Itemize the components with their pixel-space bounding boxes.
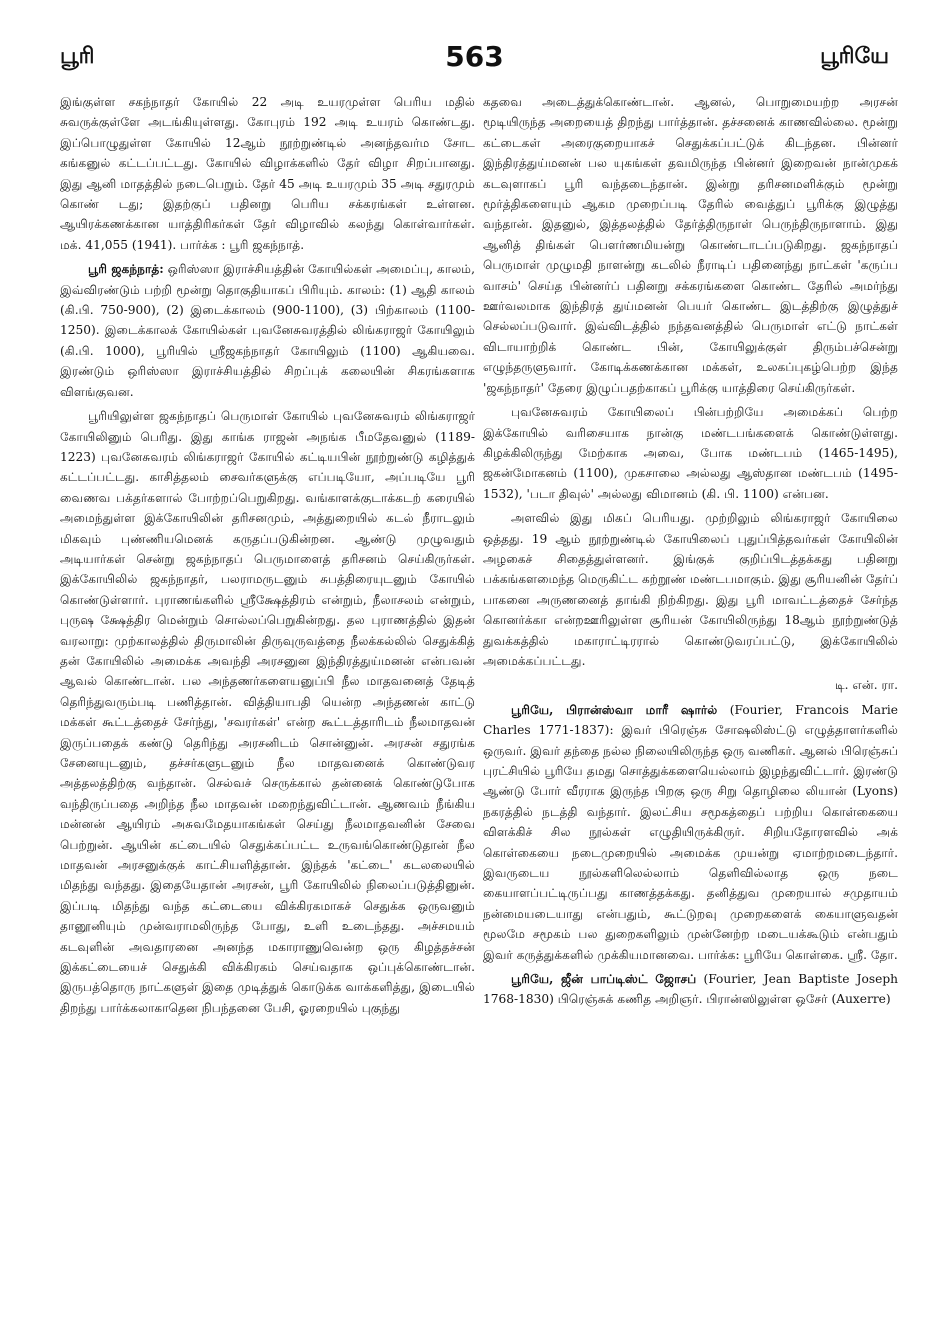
running-head-right: பூரியே — [820, 44, 889, 69]
author-signature — [483, 675, 898, 695]
entry-headword: பூரியே, ஜீன் பாப்டிஸ்ட் ஜோசப் — [511, 972, 697, 987]
paragraph-text: (Fourier, Jean Baptiste Joseph 1768-1830) பிரெஞ்சுக் கணித அறிஞர். பிரான்ஸிலுள்ள ஒசேர் (Auxerre) — [483, 972, 898, 1007]
paragraph-text: கதவை அடைத்துக்கொண்டான். ஆனல், பொறுமையற்ற அரசன் மூடியிருந்த அறையைத் திறந்து பார்த்தான். தச்சனைக் காணவில்லை. மூன்று கட்டைகள் அரைகுறையாகச் செதுக்கப்பட்டுக் கிடந்தன. பின்னர் இந்திரத்துய்மனன் பல யுகங்கள் தவமிருந்த பின்னர் இறைவன் நான்முகக் கடவுளாகப் பூரி வந்தடைந்தான். இன்று தரிசனமளிக்கும் மூன்று மூர்த்திகளையும் ஆகம முறைப்படி தேரில் வைத்துப் பூரிக்கு இழுத்து வந்தான். இதனுல், இத்தலத்தில் தேர்த்திருநாள் பெருந்திருநாளாம். இது ஆனித் திங்கள் பௌர்ணமியன்று கொண்டாடப்படுகிறது. ஜகந்நாதப் பெருமாள் முழுமதி நாளன்று கடலில் நீராடிப் பதினைந்து நாட்கள் 'கருப்ப வாசம்' செய்த பின்னர்ப் பதினறு சக்கரங்களை கொண்ட தேரில் அமர்ந்து ஊர்வலமாக இந்திரத் துய்மனன் பெயர் கொண்ட இடத்திற்கு இழுத்துச் செல்லப்படுவார். இவ்விடத்தில் நந்தவனத்தில் பெருமாள் எட்டு நாட்கள் விடாயாற்றிக் கொண்ட பின், கோயிலுக்குள் திரும்பச்சென்று எழுந்தருளுவார். கோடிக்கணக்கான மக்கள், உலகப்புகழ்பெற்ற இந்த 'ஜகந்நாதர்' தேரை இழுப்பதற்காகப் பூரிக்கு யாத்திரை செய்கிருர்கள். — [483, 95, 898, 395]
paragraph — [60, 92, 475, 255]
right-column — [483, 92, 898, 1014]
paragraph-text: பூரியிலுள்ள ஜகந்நாதப் பெருமாள் கோயில் புவனேசுவரம் லிங்கராஜர் கோயிலினும் பெரிது. இது காங்க ராஜன் அநங்க பீமதேவனுல் (1189-1223) புவனேசுவரம் லிங்கராஜர் கோயில் கட்டியபின் நூற்றுண்டு கழித்துக் கட்டப்பட்டது. காசித்தலம் சைவர்களுக்கு எப்படியோ, அப்படியே பூரி வைணவ பக்தர்களால் போற்றப்பெறுகிறது. வங்காளக்குடாக்கடற் கரையில் அமைந்துள்ள இக்கோயிலின் தரிசனமும், அத்துறையில் கடல் நீராடலும் மிகவும் புண்ணியமெனக் கருதப்படுகின்றன. ஆண்டு முழுவதும் அடியார்கள் சென்று ஜகந்நாதப் பெருமாளைத் தரிசனம் செய்கிருர்கள். இக்கோயிலில் ஜகந்நாதர், பலராமருடனும் சுபத்திரையுடனும் கோயில் கொண்டுள்ளார். புராணங்களில் ஸ்ரீக்ஷேத்திரம் என்றும், நீலாசலம் என்றும், புருஷ க்ஷேத்திர மென்றும் சொல்லப்பெறுகின்றது. தல புராணத்தில் இதன் வரலாறு: முற்காலத்தில் திருமாலின் திருவுருவத்தை நீலக்கல்லில் செதுக்கித் தன் கோயிலில் அமைக்க அவந்தி அரசனுன இந்திரத்துய்மனன் என்பவன் ஆவல் கொண்டான். பல அந்தணர்களையனுப்பி நீல மாதவனைத் தேடித் தெரிந்துவரும்படி பணித்தான். வித்தியாபதி யென்ற அந்தணன் காட்டு மக்கள் கூட்டத்தைச் சேர்ந்து, 'சவரர்கள்' என்ற கூட்டத்தாரிடம் நீலமாதவன் இருப்பதைக் கண்டு தெரிந்து அரசனிடம் சொன்னுன். அரசன் சதுரங்க சேனையுடனும், தச்சர்களுடனும் நீல மாதவனைக் கொண்டுவர அத்தலத்திற்கு வந்தான். செல்வச் செருக்கால் தன்னைக் கொண்டுபோக வந்திருப்பதை அறிந்த நீல மாதவன் மறைந்துவிட்டான். ஆணவம் நீங்கிய மன்னன் ஆயிரம் அசுவமேதயாகங்கள் செய்து நீலமாதவனின் சேவை பெற்றுன். ஆயின் கட்டையில் செதுக்கப்பட்ட உருவங்கொண்டுதான் நீல மாதவன் அரசனுக்குக் காட்சியளித்தான். இந்தக் 'கட்டை' கடலலையில் மிதந்து வந்தது. இதையேதான் அரசன், பூரி கோயிலில் நிலைப்படுத்தினுன். இப்படி மிதந்து வந்த கட்டையை விக்கிரகமாகச் செதுக்க ஒருவனும் தானூனியும் முன்வராமலிருந்த போது, உளி உடைந்தது. அச்சமயம் கடவுளின் அவதாரனை அனந்த மகாராணுவென்ற ஒரு கிழத்தச்சன் இக்கட்டையைச் செதுக்கி விக்கிரகம் செய்வதாக ஒப்புக்கொண்டான். இருபத்தொரு நாட்களுள் இதை முடித்துக் கொடுக்க வாக்களித்து, இடையில் திறந்து பார்க்கலாகாதென நிபந்தனை பேசி, ஓரறையில் புகுந்து — [60, 409, 475, 1015]
paragraph — [483, 92, 898, 398]
paragraph — [483, 402, 898, 504]
entry-headword: பூரி ஜகந்நாத்: — [88, 262, 164, 277]
page-header — [0, 40, 949, 84]
paragraph-text: புவனேசுவரம் கோயிலைப் பின்பற்றியே அமைக்கப் பெற்ற இக்கோயில் வரிசையாக நான்கு மண்டபங்களைக் கொண்டுள்ளது. கிழக்கிலிருந்து மேற்காக அவை, போக மண்டபம் (1465-1495), ஜகன்மோகனம் (1100), முகசாலை அல்லது ஆஸ்தான மண்டபம் (1495-1532), 'படா திவுல்' அல்லது விமானம் (கி. பி. 1100) என்பன. — [483, 405, 898, 501]
paragraph-text: இங்குள்ள சகந்நாதர் கோயில் 22 அடி உயரமுள்ள பெரிய மதில் சுவருக்குள்ளே அடங்கியுள்ளது. கோபுரம் 192 அடி உயரம் கொண்டது. இப்பொழுதுள்ள கோயில் 12ஆம் நூற்றுண்டில் அனந்தவர்ம சோட கங்கனுல் கட்டப்பட்டது. கோயில் விழாக்களில் தேர் விழா சிறப்பானது. இது ஆனி மாதத்தில் நடைபெறும். தேர் 45 அடி உயரமும் 35 அடி சதுரமும் கொண் டது; இதற்குப் பதினறு பெரிய சக்கரங்கள் உள்ளன. ஆயிரக்கணக்கான யாத்திரிகர்கள் தேர் விழாவில் கலந்து கொள்வார்கள். மக். 41,055 (1941). பார்க்க : பூரி ஜகந்நாத். — [60, 95, 475, 252]
entry-paragraph — [483, 969, 898, 1010]
entry-paragraph — [483, 700, 898, 965]
author-signature-inline: ஸ்ரீ. தோ. — [847, 947, 898, 962]
paragraph-text: (Fourier, Francois Marie Charles 1771-1837): இவர் பிரெஞ்சு சோஷலிஸ்ட்டு எழுத்தாளர்களில் ஒருவர். இவர் தந்தை நல்ல நிலையிலிருந்த ஒரு வணிகர். ஆனல் பிரெஞ்சுப் புரட்சியில் பூரியே தமது சொத்துக்களையெல்லாம் இழந்துவிட்டார். இரண்டு ஆண்டு போர் வீரராக இருந்த பிறகு ஒரு சிறு தொழிலை லியான் (Lyons) நகரத்தில் நடத்தி வந்தார். இலட்சிய சமூகத்தைப் பற்றிய கொள்கையை விளக்கிச் சில நூல்கள் எழுதியிருக்கிருர். சிறியதோரளவில் அக் கொள்கையை நடைமுறையில் அமைக்க முயன்று ஏமாற்றமடைந்தார். இவருடைய நூல்களிலெல்லாம் தெளிவில்லாத ஒரு நடை கையாளப்பட்டிருப்பது காணத்தக்கது. தனித்துவ முறையால் சமுதாயம் நன்மையடையாது என்பதும், கூட்டுறவு முறைகளைக் கையாளுவதன் மூலமே சமூகம் பல துறைகளிலும் முன்னேற்ற மடையக்கூடும் என்பதும் இவர் கருத்துக்களில் முக்கியமானவை. பார்க்க: பூரியே கொள்கை. — [483, 702, 899, 962]
paragraph-text: அளவில் இது மிகப் பெரியது. முற்றிலும் லிங்கராஜர் கோயிலை ஒத்தது. 19 ஆம் நூற்றுண்டில் கோயிலைப் புதுப்பித்தவர்கள் கோயிலின் அழகைச் சிதைத்துள்ளனர். இங்குக் குறிப்பிடத்தக்கது பதினறு பக்கங்களமைந்த மெருகிட்ட கற்றூண் மண்டபமாகும். இது சூரியனின் தேர்ப் பாகனை அருணனைத் தாங்கி நிற்கிறது. இது பூரி மாவட்டத்தைச் சேர்ந்த கொனர்க்கா என்றஊரிலுள்ள சூரியன் கோயிலிருந்து 18ஆம் நூற்றுண்டுத் துவக்கத்தில் மகாராட்டிரரால் கொண்டுவரப்பட்டு, இக்கோயிலில் அமைக்கப்பட்டது. — [483, 511, 898, 668]
page-number: 563 — [445, 40, 504, 73]
left-column — [60, 92, 475, 1022]
running-head-left: பூரி — [60, 44, 95, 69]
signature-text: டி. என். ரா. — [834, 678, 898, 693]
paragraph — [60, 406, 475, 1018]
entry-headword: பூரியே, பிரான்ஸ்வா மாரீ ஷார்ல் — [511, 702, 718, 717]
paragraph — [483, 508, 898, 671]
paragraph-text: ஒரிஸ்ஸா இராச்சியத்தின் கோயில்கள் அமைப்பு, காலம், இவ்விரண்டும் பற்றி மூன்று தொகுதியாகப் பிரியும். காலம்: (1) ஆதி காலம் (கி.பி. 750-900), (2) இடைக்காலம் (900-1100), (3) பிற்காலம் (1100-1250). இடைக்காலக் கோயில்கள் புவனேசுவரத்தில் லிங்கராஜர் கோயிலும் (கி.பி. 1000), பூரியில் ஸ்ரீஜகந்நாதர் கோயிலும் (1100) ஆகியவை. இரண்டும் ஒரிஸ்ஸா இராச்சியத்தில் சிறப்புக் கலையின் சிகரங்களாக விளங்குவன. — [60, 262, 475, 399]
entry-paragraph — [60, 259, 475, 402]
